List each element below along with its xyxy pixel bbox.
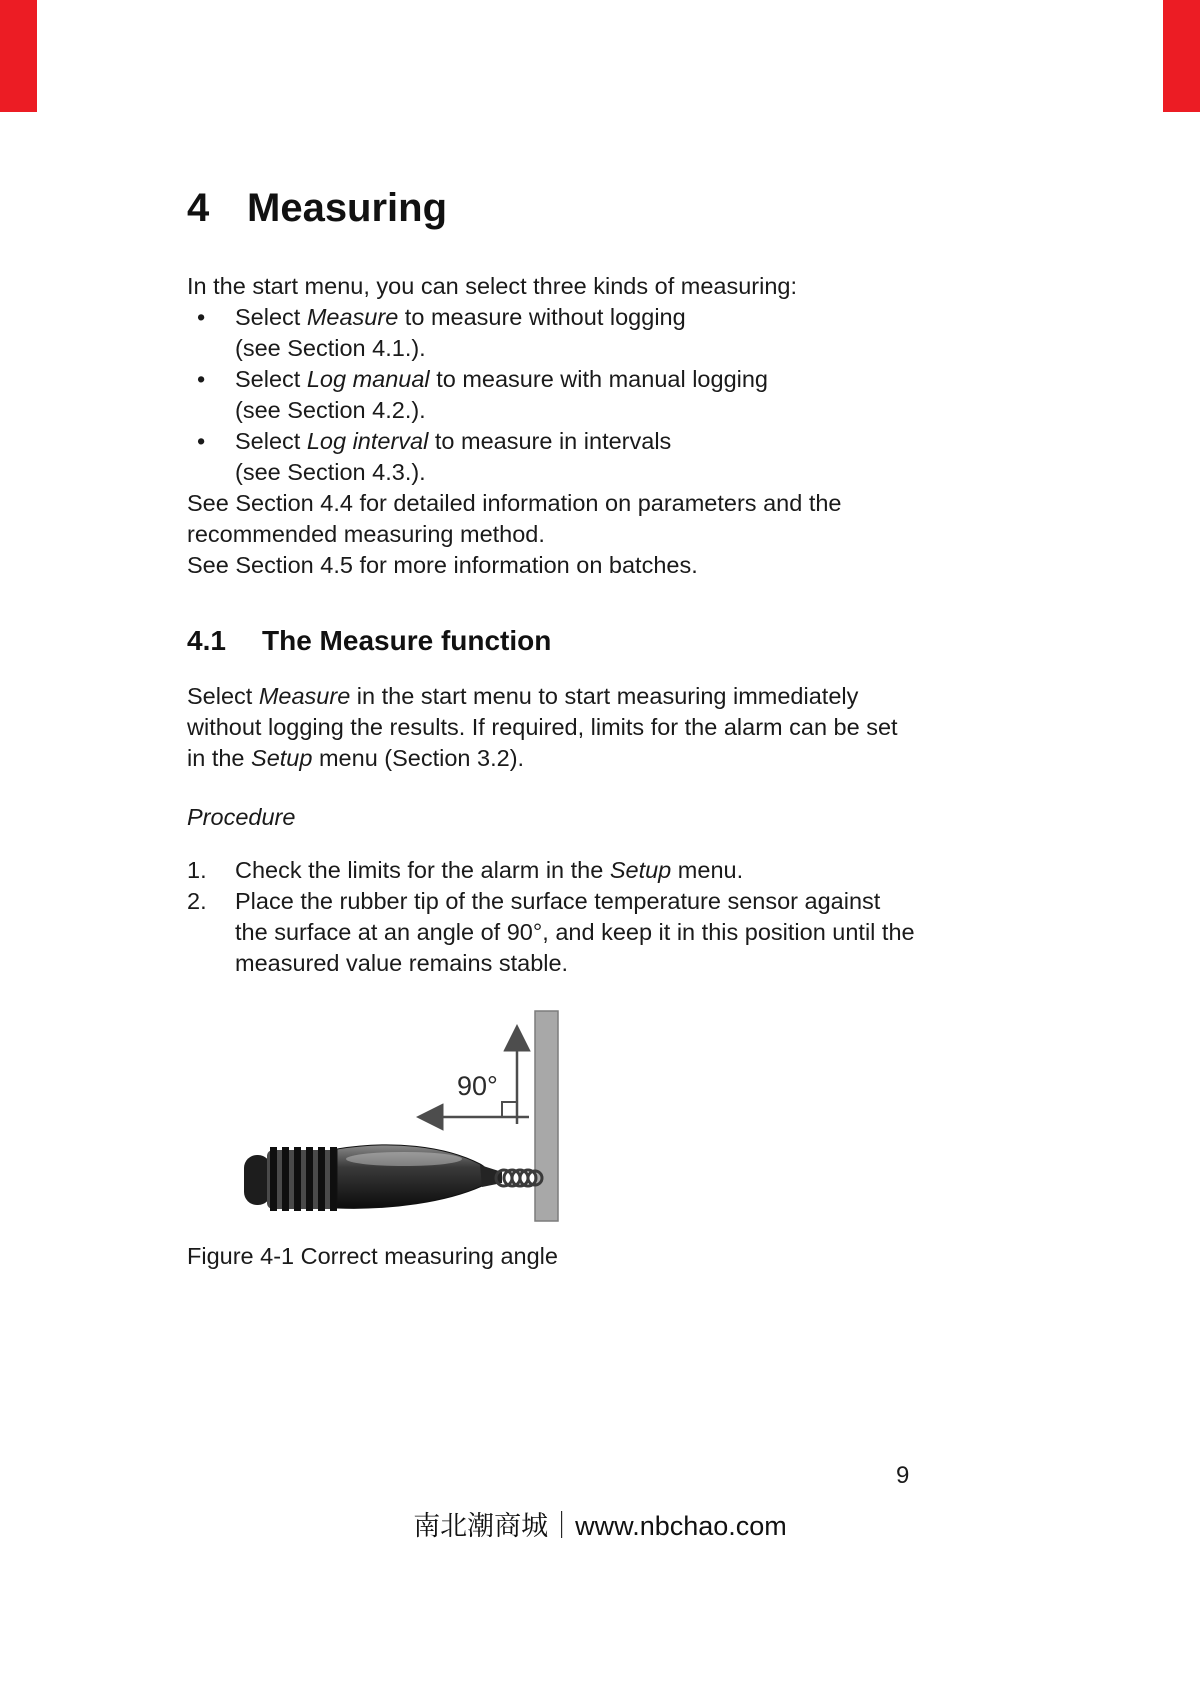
text-run: Check the limits for the alarm in the [235, 857, 610, 883]
grip-rib [270, 1147, 277, 1211]
figure-caption: Figure 4-1 Correct measuring angle [187, 1243, 558, 1269]
device-highlight [346, 1152, 462, 1166]
step-text [235, 886, 917, 979]
text-run: Select [235, 304, 307, 330]
list-item-text [235, 426, 917, 488]
text-run: Select [235, 366, 307, 392]
term-setup: Setup [251, 745, 313, 771]
step-item [187, 886, 917, 979]
footer-watermark: 南北潮商城｜www.nbchao.com [413, 1511, 787, 1541]
text-run: Place the rubber tip of the surface temperature sensor against the surface at an angle of 90°, and keep it in this position until the measured value remains stable. [235, 888, 915, 976]
procedure-steps [187, 855, 917, 979]
section-number: 4.1 [187, 625, 226, 656]
list-item [187, 426, 917, 488]
text-run: to measure with manual logging [429, 366, 769, 392]
term-setup: Setup [609, 857, 672, 883]
text-run: Select [187, 683, 259, 709]
text-run: (see Section 4.3.). [235, 459, 426, 485]
measuring-angle-illustration [239, 1009, 579, 1223]
term-log-manual: Log manual [306, 366, 430, 392]
section-title: The Measure function [262, 625, 552, 656]
section-4-4-note: See Section 4.4 for detailed information on parameters and the recommended measuring method. [187, 490, 842, 547]
text-run: Select [235, 428, 307, 454]
bullet-icon: • [197, 304, 206, 330]
text-run: menu (Section 3.2). [312, 745, 525, 771]
grip-rib [318, 1147, 325, 1211]
section-heading [187, 625, 917, 657]
grip-rib [282, 1147, 289, 1211]
procedure-label: Procedure [187, 804, 296, 830]
section-4-5-note: See Section 4.5 for more information on batches. [187, 552, 698, 578]
device-graphic [244, 1145, 542, 1211]
page-content [187, 186, 917, 1272]
red-edge-mark-right [1163, 0, 1200, 112]
grip-rib [294, 1147, 301, 1211]
term-log-interval: Log interval [306, 428, 429, 454]
grip-rib [306, 1147, 313, 1211]
term-measure: Measure [306, 304, 399, 330]
right-angle-marker [502, 1102, 517, 1117]
step-text [235, 855, 917, 886]
chapter-title: Measuring [247, 186, 448, 230]
text-run: (see Section 4.2.). [235, 397, 426, 423]
section-paragraph [187, 681, 917, 774]
step-number: 2. [187, 888, 207, 914]
chapter-number: 4 [187, 186, 210, 230]
red-edge-mark-left [0, 0, 37, 112]
bullet-icon: • [197, 366, 206, 392]
list-item-text [235, 364, 917, 426]
device-grip [267, 1150, 337, 1209]
list-item [187, 364, 917, 426]
probe-spring [496, 1170, 542, 1186]
intro-paragraph: In the start menu, you can select three kinds of measuring: [187, 273, 798, 299]
figure-4-1 [239, 1009, 579, 1223]
page-number: 9 [896, 1462, 910, 1489]
step-item [187, 855, 917, 886]
wall-graphic [535, 1011, 558, 1221]
grip-rib [330, 1147, 337, 1211]
text-run: to measure in intervals [428, 428, 672, 454]
angle-label: 90° [457, 1071, 498, 1101]
text-run: in the start menu to start measuring immediately without logging the results. If required, limits for the alarm can be set in the [187, 683, 898, 771]
measuring-options-list [187, 302, 917, 488]
bullet-icon: • [197, 428, 206, 454]
text-run: to measure without logging [398, 304, 686, 330]
step-number: 1. [187, 857, 207, 883]
chapter-heading [187, 186, 917, 231]
text-run: menu. [671, 857, 744, 883]
term-measure: Measure [258, 683, 351, 709]
text-run: (see Section 4.1.). [235, 335, 426, 361]
list-item [187, 302, 917, 364]
list-item-text [235, 302, 917, 364]
device-end-cap [244, 1155, 271, 1205]
